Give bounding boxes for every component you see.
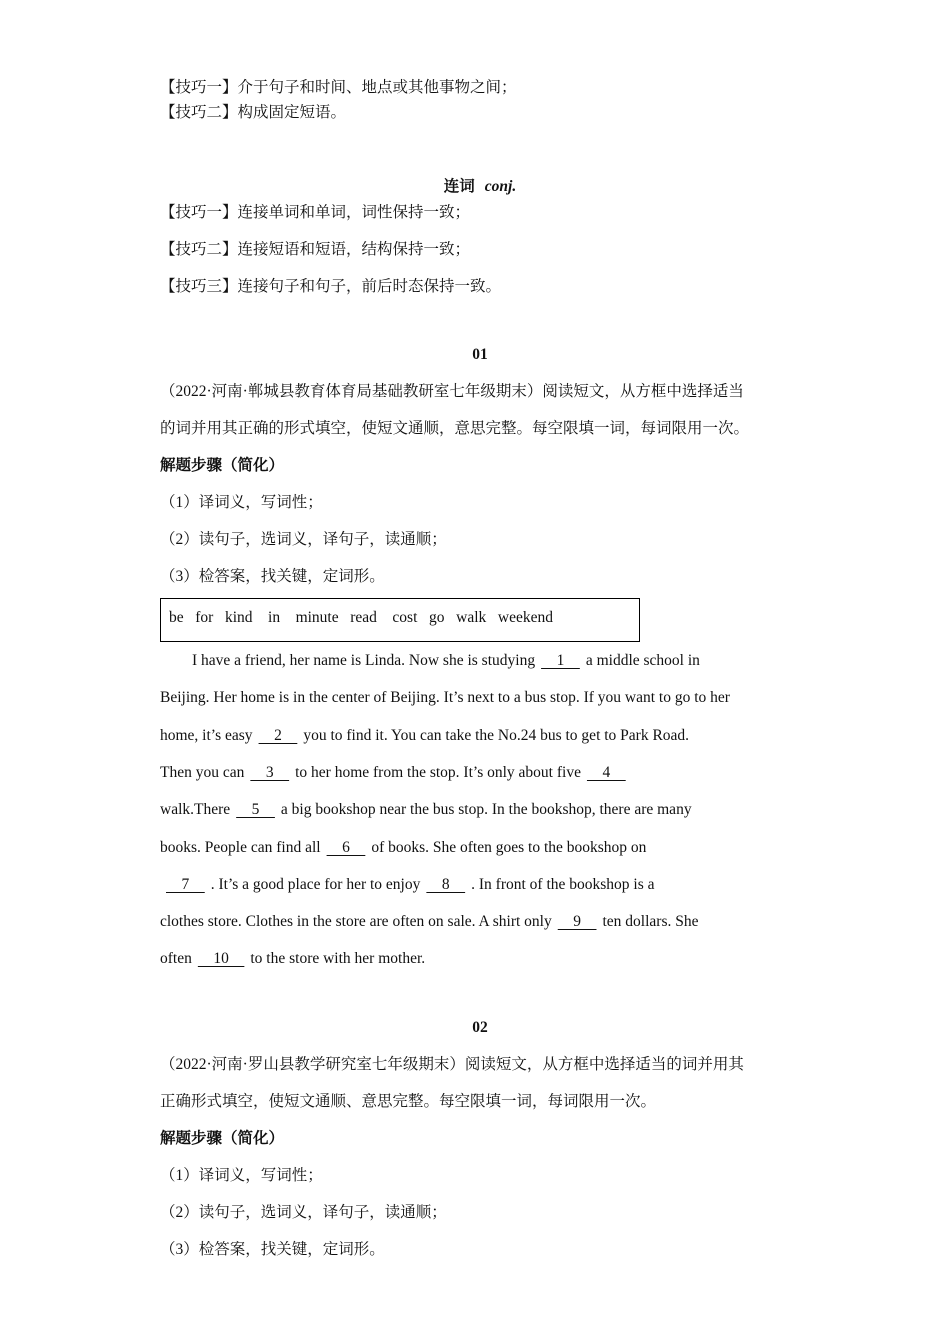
q1-intro-line2: 的词并用其正确的形式填空，使短文通顺，意思完整。每空限填一词，每词限用一次。 [160,420,750,437]
passage-line [160,800,692,820]
answer-blank[interactable] [236,800,275,820]
passage-text: walk.There [160,801,231,819]
passage-line [192,651,700,671]
word-box [160,598,640,642]
q1-intro-line1: （2022·河南·郸城县教育体育局基础教研室七年级期末）阅读短文，从方框中选择适当 [160,383,744,400]
passage-text: you to find it. You can take the No.24 bus to get to Park Road. [303,726,690,744]
conj-heading [160,177,800,197]
passage-text: I have a friend, her name is Linda. Now she is studying [192,652,536,669]
conj-tip-1: 【技巧一】连接单词和单词，词性保持一致； [160,204,471,221]
passage-line [160,912,698,932]
q2-steps-title: 解题步骤（简化） [160,1130,285,1147]
passage-line [160,949,425,969]
answer-blank[interactable] [166,875,205,895]
q2-intro-line2: 正确形式填空，使短文通顺、意思完整。每空限填一词，每词限用一次。 [160,1093,657,1110]
blank-number: 2 [258,726,298,744]
q1-number: 01 [472,346,488,363]
q2-intro-line1: （2022·河南·罗山县教学研究室七年级期末）阅读短文，从方框中选择适当的词并用其 [160,1056,744,1073]
passage-text: a big bookshop near the bus stop. In the bookshop, there are many [280,801,692,819]
passage-text: to the store with her mother. [250,950,426,968]
passage-text: ten dollars. She [602,913,699,931]
passage-text: Then you can [160,763,245,781]
conj-heading-zh: 连词 [443,178,475,195]
answer-blank[interactable] [426,875,465,895]
passage-line [160,688,730,708]
blank-number: 5 [236,801,275,819]
conj-tip-2: 【技巧二】连接短语和短语，结构保持一致； [160,241,471,258]
blank-number: 8 [426,875,466,893]
q1-step-1: （1）译词义，写词性； [160,494,323,511]
passage-text: Beijing. Her home is in the center of Beijing. It’s next to a bus stop. If you want to go to her [160,689,730,707]
passage-line [160,838,646,858]
q2-step-3: （3）检答案，找关键，定词形。 [160,1241,385,1258]
blank-number: 6 [326,838,366,856]
q1-step-2: （2）读句子，选词义，译句子，读通顺； [160,531,447,548]
q2-number: 02 [472,1019,488,1036]
word-box-words: be for kind in minute read cost go walk weekend [169,609,553,626]
prep-tip-2: 【技巧二】构成固定短语。 [160,104,347,121]
blank-number: 9 [557,913,597,931]
q2-step-1: （1）译词义，写词性； [160,1167,323,1184]
blank-number: 1 [541,652,580,669]
conj-heading-en: conj. [484,178,517,195]
passage-line [160,763,632,783]
passage-text: . It’s a good place for her to enjoy [210,875,421,893]
q1-step-3: （3）检答案，找关键，定词形。 [160,568,385,585]
prep-tip-1: 【技巧一】介于句子和时间、地点或其他事物之间； [160,79,517,96]
blank-number: 4 [586,763,626,781]
passage-text: books. People can find all [160,838,321,856]
answer-blank[interactable] [327,838,366,858]
blank-number: 7 [166,875,205,893]
answer-blank[interactable] [541,651,580,671]
answer-blank[interactable] [250,763,289,783]
passage-line [160,875,655,895]
passage-text: of books. She often goes to the bookshop on [371,838,647,856]
q2-step-2: （2）读句子，选词义，译句子，读通顺； [160,1204,447,1221]
passage-text: clothes store. Clothes in the store are often on sale. A shirt only [160,913,552,931]
answer-blank[interactable] [198,949,245,969]
answer-blank[interactable] [259,726,298,746]
passage-line [160,726,689,746]
answer-blank[interactable] [558,912,597,932]
blank-number: 3 [250,763,290,781]
passage-text: . In front of the bookshop is a [471,875,655,893]
answer-blank[interactable] [587,763,626,783]
passage-text: to her home from the stop. It’s only about five [295,763,581,781]
conj-tip-3: 【技巧三】连接句子和句子，前后时态保持一致。 [160,278,502,295]
q1-steps-title: 解题步骤（简化） [160,457,285,474]
blank-number: 10 [197,950,245,968]
passage-text: often [160,950,192,968]
passage-text: home, it’s easy [160,726,253,744]
passage-text: a middle school in [585,652,700,669]
